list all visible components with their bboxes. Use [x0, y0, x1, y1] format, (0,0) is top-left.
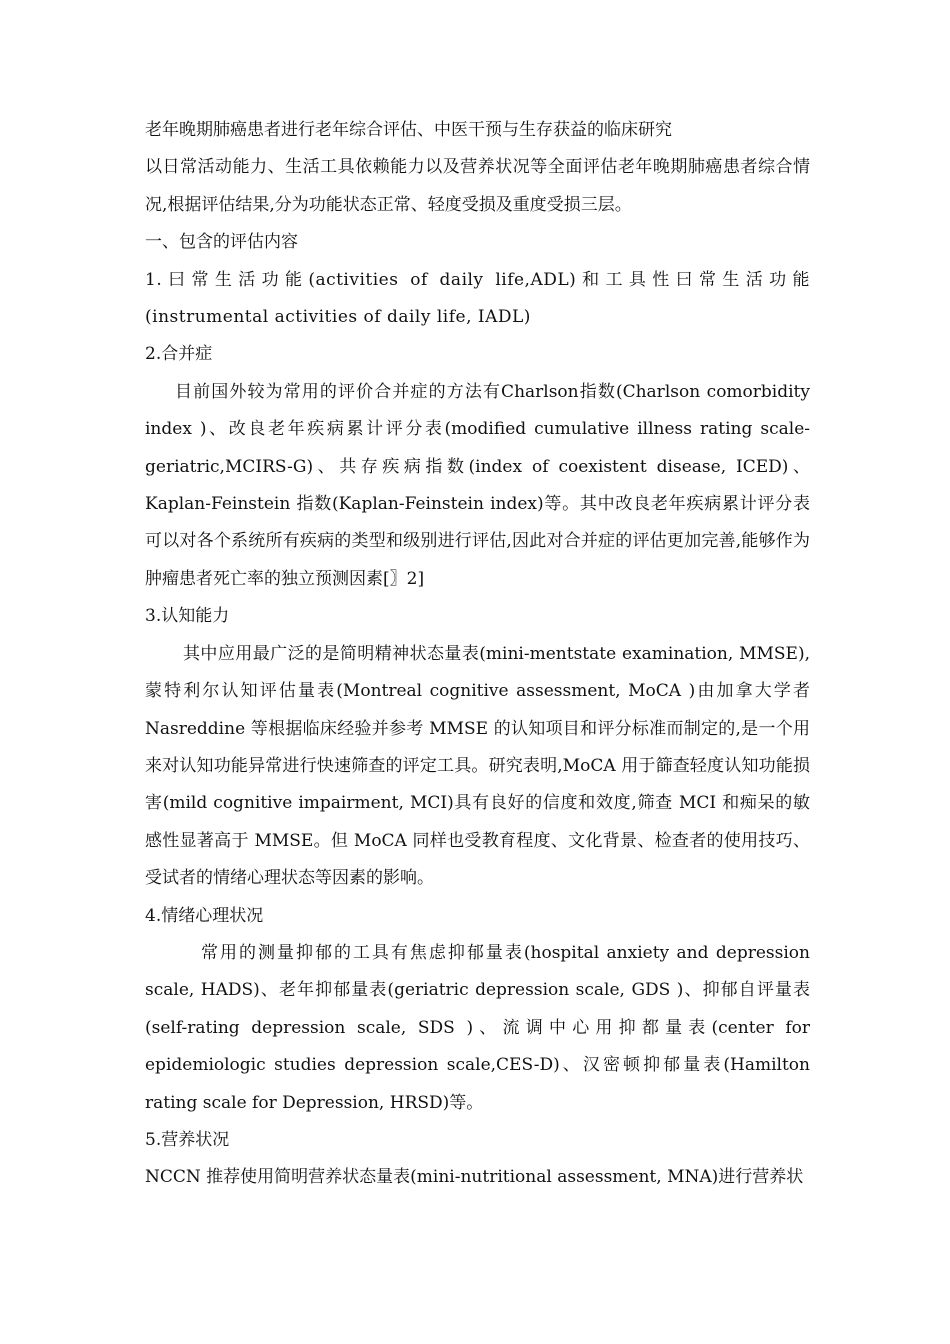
item-3-heading: 3.认知能力: [145, 606, 230, 627]
intro-paragraph: 以日常活动能力、生活工具依赖能力以及营养状况等全面评估老年晚期肺癌患者综合情况,根据评估结果,分为功能状态正常、轻度受损及重度受损三层。: [145, 157, 810, 215]
item-5-heading: 5.营养状况: [145, 1129, 230, 1150]
section-heading: 一、包含的评估内容: [145, 232, 298, 253]
document-body: [145, 112, 810, 1197]
document-title: 老年晚期肺癌患者进行老年综合评估、中医干预与生存获益的临床研究: [145, 120, 672, 140]
item-4-body: 常用的测量抑郁的工具有焦虑抑郁量表(hospital anxiety and depression scale, HADS)、老年抑郁量表(geriatric depression scale, GDS )、抑郁自评量表(self-rating depression scale, SDS )、流调中心用抑都量表(center for epidemiologic studies depression scale,CES-D)、汉密顿抑郁量表(Hamilton rating scale for Depression, HRSD)等。: [145, 942, 810, 1113]
item-2-body: 目前国外较为常用的评价合并症的方法有Charlson指数(Charlson comorbidity index )、改良老年疾病累计评分表(modified cumulative illness rating scale-geriatric,MCIRS-G)、共存疾病指数(index of coexistent disease, ICED)、Kaplan-Feinstein 指数(Kaplan-Feinstein index)等。其中改良老年疾病累计评分表可以对各个系统所有疾病的类型和级别进行评估,因此对合并症的评估更加完善,能够作为肿瘤患者死亡率的独立预测因素[〗2]: [145, 381, 810, 589]
item-5-body: NCCN 推荐使用简明营养状态量表(mini-nutritional assessment, MNA)进行营养状: [145, 1167, 804, 1188]
item-3-body: 其中应用最广泛的是简明精神状态量表(mini-mentstate examination, MMSE),蒙特利尔认知评估量表(Montreal cognitive assessment, MoCA )由加拿大学者 Nasreddine 等根据临床经验并参考 MMSE 的认知项目和评分标准而制定的,是一个用来对认知功能异常进行快速筛查的评定工具。研究表明,MoCA 用于篩查轻度认知功能损害(mild cognitive impairment, MCI)具有良好的信度和效度,筛查 MCI 和痴呆的敏感性显著高于 MMSE。但 MoCA 同样也受教育程度、文化背景、检查者的使用技巧、受试者的情绪心理状态等因素的影响。: [145, 643, 810, 889]
item-4-heading: 4.情绪心理状况: [145, 905, 264, 926]
item-1-heading: 1.曰常生活功能(activities of daily life,ADL)和工具性曰常生活功能(instrumental activities of daily life, IADL): [145, 269, 810, 328]
item-2-heading: 2.合并症: [145, 344, 213, 365]
